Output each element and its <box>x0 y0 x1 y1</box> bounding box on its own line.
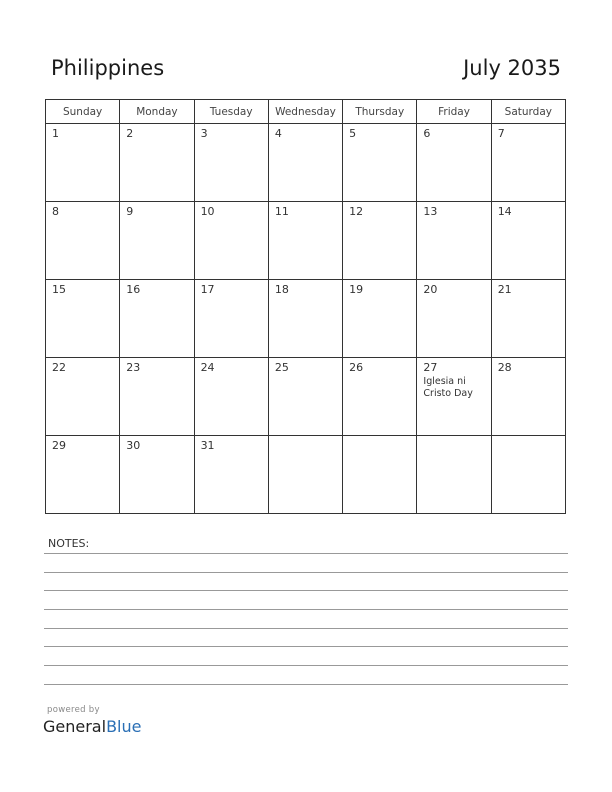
day-number <box>492 436 565 439</box>
calendar-grid <box>45 99 566 514</box>
week-row <box>46 124 566 202</box>
notes-line <box>44 609 568 610</box>
day-number: 6 <box>423 127 431 140</box>
day-cell <box>417 358 491 436</box>
day-number: 1 <box>52 127 59 140</box>
notes-line <box>44 684 568 685</box>
day-cell <box>46 358 120 436</box>
day-cell <box>417 124 491 202</box>
day-number: 15 <box>52 283 66 296</box>
day-cell <box>268 124 342 202</box>
day-number: 3 <box>200 127 208 140</box>
day-number: 18 <box>274 283 289 296</box>
day-number: 21 <box>497 283 512 296</box>
day-number: 31 <box>200 439 215 452</box>
week-row <box>46 358 566 436</box>
week-row <box>46 202 566 280</box>
holiday-event: Iglesia ni Cristo Day <box>423 376 473 399</box>
day-number: 7 <box>497 127 505 140</box>
day-cell <box>491 280 565 358</box>
brand-name-general: General <box>43 717 107 736</box>
day-number: 20 <box>423 283 438 296</box>
notes-line <box>44 646 568 647</box>
day-number: 28 <box>497 361 512 374</box>
week-row <box>46 436 566 514</box>
weekday-tuesday: Tuesday <box>194 100 268 124</box>
day-cell <box>343 202 417 280</box>
day-cell <box>120 280 194 358</box>
country-title: Philippines <box>51 56 165 80</box>
day-number: 24 <box>200 361 215 374</box>
day-cell <box>491 202 565 280</box>
day-cell <box>491 436 565 514</box>
day-cell <box>491 358 565 436</box>
day-cell <box>194 436 268 514</box>
notes-line <box>44 572 568 573</box>
weekday-saturday: Saturday <box>491 100 565 124</box>
day-cell <box>46 280 120 358</box>
day-cell <box>417 202 491 280</box>
day-cell <box>120 358 194 436</box>
day-number: 14 <box>497 205 512 218</box>
brand-logo <box>43 717 141 736</box>
powered-by-text: powered by <box>47 705 100 715</box>
day-cell <box>268 280 342 358</box>
day-cell <box>194 202 268 280</box>
day-cell <box>46 202 120 280</box>
day-number: 8 <box>52 205 59 218</box>
day-number: 4 <box>274 127 282 140</box>
day-cell <box>491 124 565 202</box>
day-cell <box>120 124 194 202</box>
day-number: 16 <box>126 283 141 296</box>
day-number: 19 <box>349 283 364 296</box>
weekday-wednesday: Wednesday <box>268 100 342 124</box>
notes-line <box>44 628 568 629</box>
day-cell <box>268 202 342 280</box>
notes-label: NOTES: <box>48 537 90 550</box>
day-cell <box>343 124 417 202</box>
day-number: 23 <box>126 361 141 374</box>
day-number: 25 <box>274 361 289 374</box>
day-number: 5 <box>349 127 357 140</box>
day-cell <box>120 202 194 280</box>
day-cell <box>194 280 268 358</box>
day-cell <box>343 358 417 436</box>
day-number: 2 <box>126 127 134 140</box>
day-cell <box>343 280 417 358</box>
brand-name-blue: Blue <box>106 717 142 736</box>
notes-line <box>44 665 568 666</box>
weekday-thursday: Thursday <box>343 100 417 124</box>
day-cell <box>194 124 268 202</box>
day-number: 27 <box>423 361 438 374</box>
day-number: 29 <box>52 439 66 452</box>
day-number: 12 <box>349 205 364 218</box>
day-cell <box>46 436 120 514</box>
weekday-monday: Monday <box>120 100 194 124</box>
day-cell <box>46 124 120 202</box>
month-year-title: July 2035 <box>463 56 561 80</box>
day-number: 17 <box>200 283 215 296</box>
day-number <box>343 436 416 439</box>
notes-line <box>44 553 568 554</box>
day-number: 13 <box>423 205 438 218</box>
day-number: 10 <box>200 205 215 218</box>
day-number: 11 <box>274 205 289 218</box>
weekday-friday: Friday <box>417 100 491 124</box>
day-number: 30 <box>126 439 141 452</box>
day-number <box>269 436 342 439</box>
day-cell <box>194 358 268 436</box>
day-cell <box>268 436 342 514</box>
week-row <box>46 280 566 358</box>
day-number: 22 <box>52 361 66 374</box>
day-cell <box>417 280 491 358</box>
day-cell <box>343 436 417 514</box>
day-number: 26 <box>349 361 364 374</box>
day-cell <box>120 436 194 514</box>
notes-line <box>44 590 568 591</box>
weekday-sunday: Sunday <box>46 100 120 124</box>
weekday-header-row <box>46 100 566 124</box>
day-number <box>417 436 490 439</box>
day-cell <box>417 436 491 514</box>
day-number: 9 <box>126 205 134 218</box>
day-cell <box>268 358 342 436</box>
